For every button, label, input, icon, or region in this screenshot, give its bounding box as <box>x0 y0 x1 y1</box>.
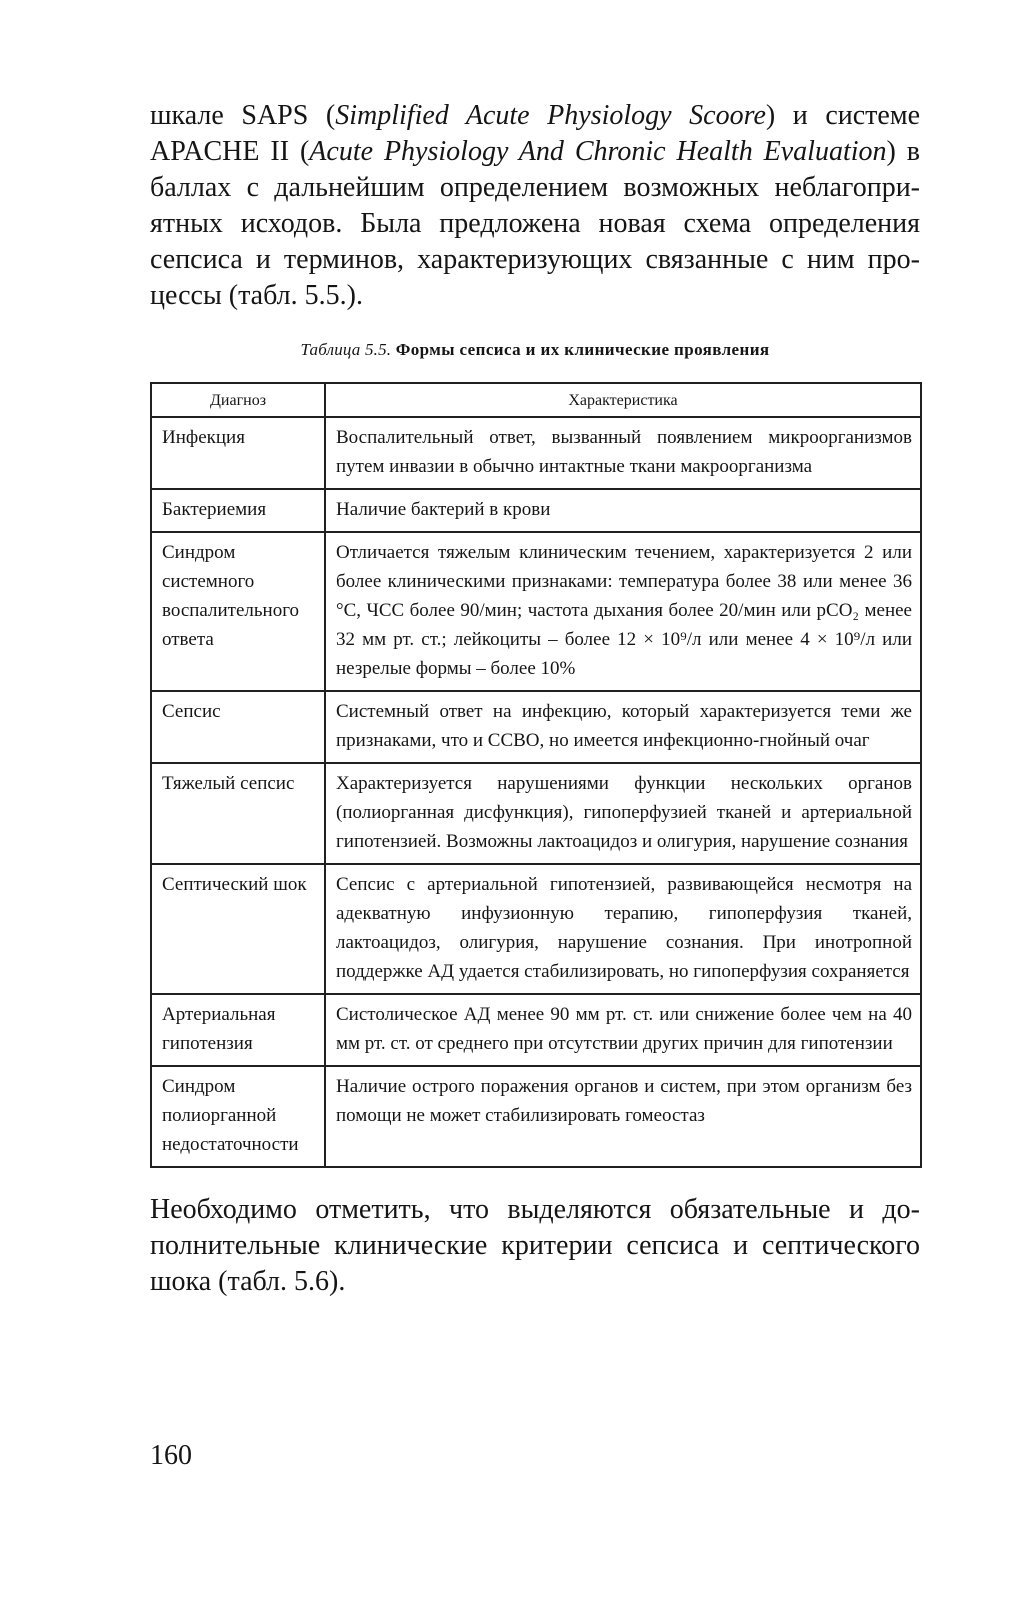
description-cell: Системный ответ на инфекцию, который характеризуется теми же признаками, что и ССВО, но имеется инфекционно-гнойный очаг <box>325 691 921 763</box>
intro-line: сепсиса и терминов, характеризующих связанные с ним про- <box>150 244 920 275</box>
column-header-characteristic: Характеристика <box>325 383 921 417</box>
book-page <box>150 98 920 1300</box>
table-row <box>151 994 921 1066</box>
description-cell: Систолическое АД менее 90 мм рт. ст. или снижение более чем на 40 мм рт. ст. от среднего при отсутствии других причин для гипотензии <box>325 994 921 1066</box>
table-row <box>151 691 921 763</box>
diagnosis-cell: Сепсис <box>151 691 325 763</box>
diagnosis-cell: Артериальная гипотензия <box>151 994 325 1066</box>
diagnosis-cell: Бактериемия <box>151 489 325 532</box>
closing-line: полнительные клинические критерии сепсиса и септического <box>150 1230 920 1261</box>
intro-line: APACHE II (Acute Physiology And Chronic Health Evaluation) в <box>150 136 920 167</box>
table-row <box>151 532 921 691</box>
description-cell: Отличается тяжелым клиническим течением, характеризуется 2 или более клиническими признаками: температура более 38 или менее 36 °С, ЧСС более 90/мин; частота дыхания более 20/мин или рСО₂ менее 32 мм рт. ст.; лейкоциты – более 12 × 10⁹/л или менее 4 × 10⁹/л или незрелые формы – более 10% <box>325 532 921 691</box>
description-cell: Воспалительный ответ, вызванный появлением микроорганизмов путем инвазии в обычно интактные ткани макроорганизма <box>325 417 921 489</box>
intro-line: шкале SAPS (Simplified Acute Physiology Scoore) и системе <box>150 100 920 131</box>
table-caption-title: Формы сепсиса и их клинические проявления <box>395 340 770 359</box>
description-cell: Сепсис с артериальной гипотензией, развивающейся несмотря на адекватную инфузионную терапию, гипоперфузия тканей, лактоацидоз, олигурия, нарушение сознания. При инотропной поддержке АД удается стабилизировать, но гипоперфузия сохраняется <box>325 864 921 994</box>
table-row <box>151 1066 921 1167</box>
sepsis-forms-table <box>150 382 922 1168</box>
table-row <box>151 763 921 864</box>
table-caption-label: Таблица 5.5. <box>300 340 392 359</box>
intro-line: ятных исходов. Была предложена новая схема определения <box>150 208 920 239</box>
intro-line: цессы (табл. 5.5.). <box>150 280 363 311</box>
diagnosis-cell: Тяжелый сепсис <box>151 763 325 864</box>
description-cell: Характеризуется нарушениями функции нескольких органов (полиорганная дисфункция), гипоперфузией тканей и артериальной гипотензией. Возможны лактоацидоз и олигурия, нарушение сознания <box>325 763 921 864</box>
table-row <box>151 417 921 489</box>
description-cell: Наличие острого поражения органов и систем, при этом организм без помощи не может стабилизировать гомеостаз <box>325 1066 921 1167</box>
closing-paragraph <box>150 1192 920 1300</box>
intro-paragraph <box>150 98 920 314</box>
column-header-diagnosis: Диагноз <box>151 383 325 417</box>
diagnosis-cell: Инфекция <box>151 417 325 489</box>
page-number: 160 <box>150 1440 192 1471</box>
diagnosis-cell: Синдром полиорганной недостаточности <box>151 1066 325 1167</box>
table-row <box>151 489 921 532</box>
closing-line: шока (табл. 5.6). <box>150 1266 346 1297</box>
diagnosis-cell: Синдром системного воспалительного ответа <box>151 532 325 691</box>
intro-line: баллах с дальнейшим определением возможных неблагопри- <box>150 172 920 203</box>
table-header-row <box>151 383 921 417</box>
table-caption <box>150 338 920 362</box>
closing-line: Необходимо отметить, что выделяются обязательные и до- <box>150 1194 920 1225</box>
description-cell: Наличие бактерий в крови <box>325 489 921 532</box>
table-row <box>151 864 921 994</box>
diagnosis-cell: Септический шок <box>151 864 325 994</box>
